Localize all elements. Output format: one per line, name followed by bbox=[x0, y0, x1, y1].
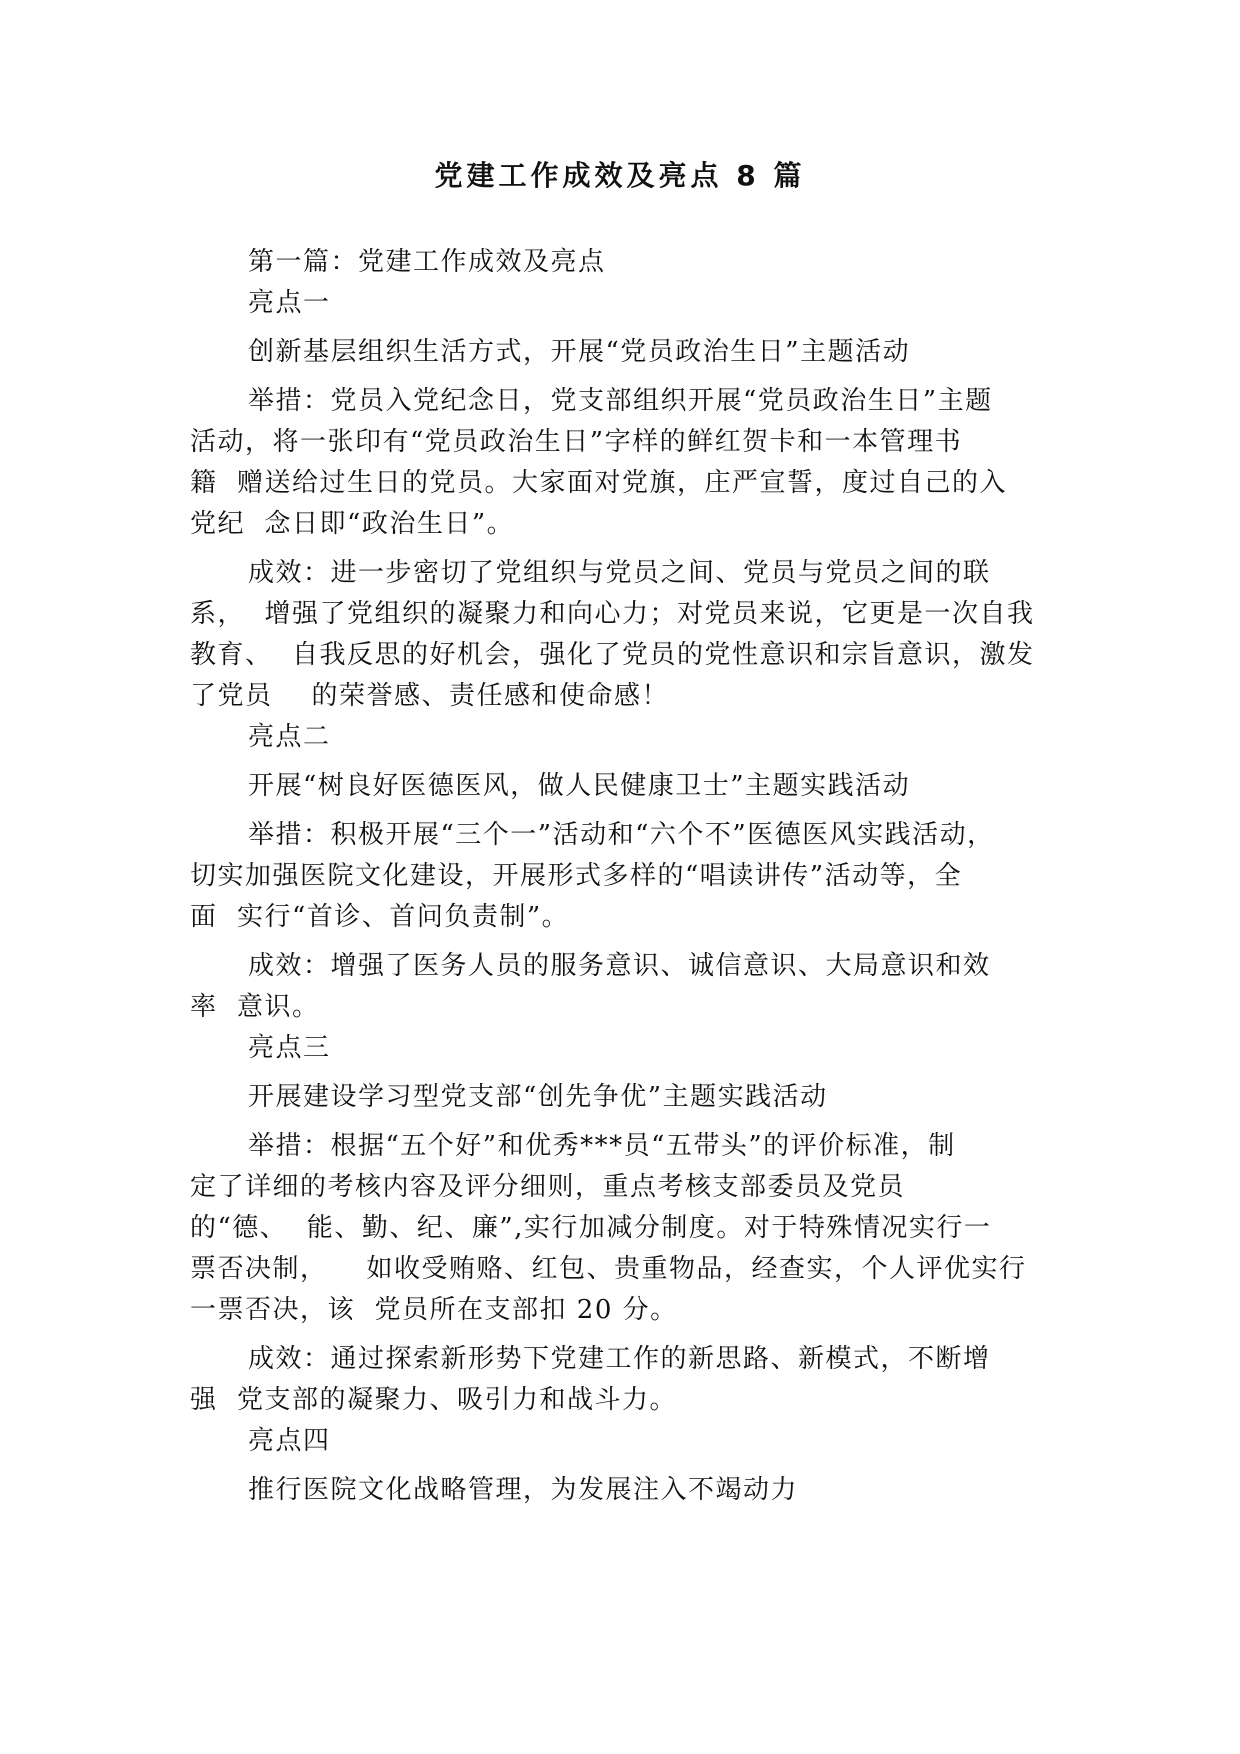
paragraph-line: 票否决制， 如收受贿赂、红包、贵重物品，经查实，个人评优实行 bbox=[190, 1254, 1027, 1284]
paragraph-line: 成效：通过探索新形势下党建工作的新思路、新模式，不断增 bbox=[248, 1344, 991, 1374]
highlight-subtitle: 创新基层组织生活方式，开展“党员政治生日”主题活动 bbox=[248, 337, 911, 367]
highlight-heading: 亮点四 bbox=[248, 1426, 331, 1456]
paragraph-line: 了党员 的荣誉感、责任感和使命感！ bbox=[190, 681, 670, 711]
section-heading: 第一篇：党建工作成效及亮点 bbox=[248, 247, 606, 277]
highlight-heading: 亮点二 bbox=[248, 722, 331, 752]
paragraph-line: 强 党支部的凝聚力、吸引力和战斗力。 bbox=[190, 1385, 678, 1415]
paragraph-line: 率 意识。 bbox=[190, 992, 320, 1022]
paragraph-line: 举措：党员入党纪念日，党支部组织开展“党员政治生日”主题 bbox=[248, 386, 993, 416]
paragraph-line: 教育、 自我反思的好机会，强化了党员的党性意识和宗旨意识，激发 bbox=[190, 640, 1035, 670]
paragraph-line: 党纪 念日即“政治生日”。 bbox=[190, 509, 515, 539]
highlight-heading: 亮点三 bbox=[248, 1033, 331, 1063]
paragraph-line: 的“德、 能、勤、纪、廉”,实行加减分制度。对于特殊情况实行一 bbox=[190, 1213, 992, 1243]
paragraph-line: 系， 增强了党组织的凝聚力和向心力；对党员来说，它更是一次自我 bbox=[190, 599, 1035, 629]
document-title: 党建工作成效及亮点 8 篇 bbox=[434, 159, 806, 192]
paragraph-line: 活动，将一张印有“党员政治生日”字样的鲜红贺卡和一本管理书 bbox=[190, 427, 963, 457]
paragraph-line: 举措：根据“五个好”和优秀***员“五带头”的评价标准，制 bbox=[248, 1131, 956, 1161]
paragraph-line: 成效：增强了医务人员的服务意识、诚信意识、大局意识和效 bbox=[248, 951, 991, 981]
highlight-subtitle: 推行医院文化战略管理，为发展注入不竭动力 bbox=[248, 1475, 799, 1505]
paragraph-line: 切实加强医院文化建设，开展形式多样的“唱读讲传”活动等，全 bbox=[190, 861, 963, 891]
highlight-heading: 亮点一 bbox=[248, 288, 331, 318]
highlight-subtitle: 开展“树良好医德医风，做人民健康卫士”主题实践活动 bbox=[248, 771, 911, 801]
paragraph-line: 定了详细的考核内容及评分细则，重点考核支部委员及党员 bbox=[190, 1172, 906, 1202]
paragraph-line: 面 实行“首诊、首问负责制”。 bbox=[190, 902, 570, 932]
highlight-subtitle: 开展建设学习型党支部“创先争优”主题实践活动 bbox=[248, 1082, 828, 1112]
paragraph-line: 籍 赠送给过生日的党员。大家面对党旗，庄严宣誓，度过自己的入 bbox=[190, 468, 1008, 498]
document-body bbox=[190, 242, 1060, 1511]
paragraph-line: 举措：积极开展“三个一”活动和“六个不”医德医风实践活动， bbox=[248, 820, 995, 850]
paragraph-line: 一票否决，该 党员所在支部扣 20 分。 bbox=[190, 1295, 678, 1325]
paragraph-line: 成效：进一步密切了党组织与党员之间、党员与党员之间的联 bbox=[248, 558, 991, 588]
